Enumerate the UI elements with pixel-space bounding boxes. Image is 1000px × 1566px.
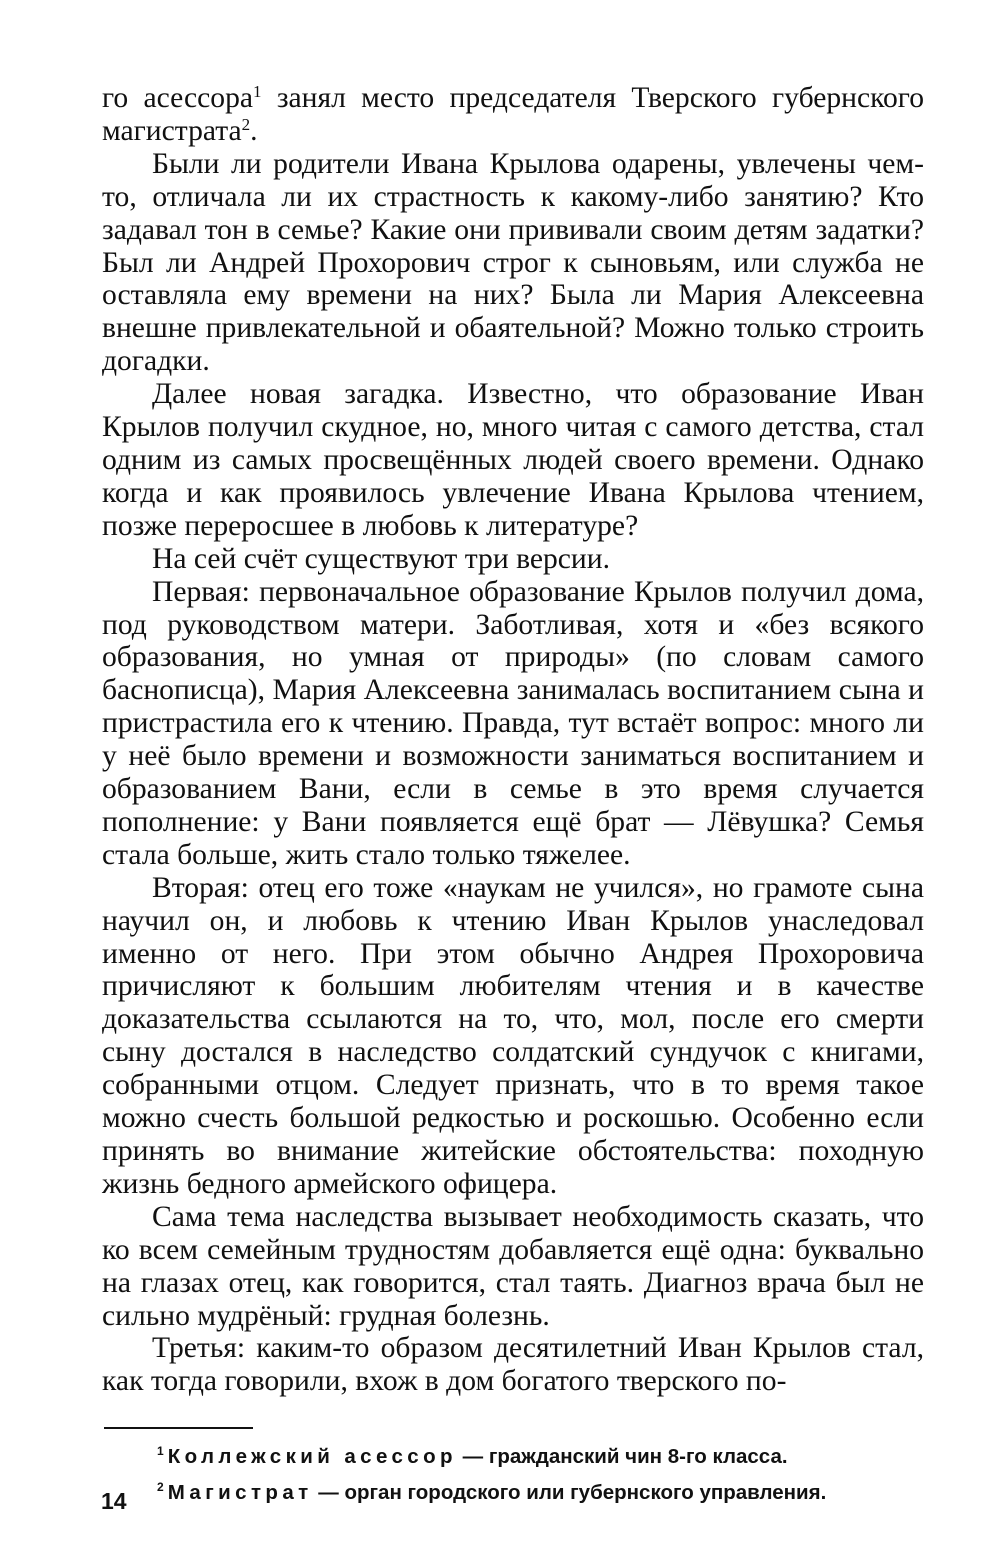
footnotes [157,1436,937,1508]
footnote-ref-2: 2 [241,114,251,134]
body-text [102,82,924,1398]
footnote-1-mark: 1 [157,1444,164,1458]
paragraph-1-end: . [250,114,258,147]
footnote-1 [157,1436,937,1472]
footnote-1-text: — гражданский чин 8-го класса. [456,1445,788,1468]
paragraph-1-start: го асессора [102,82,254,114]
footnote-1-term: Коллежский асессор [167,1445,457,1468]
paragraph-8: Третья: каким-то образом десятилетний Иван Крылов стал, как тогда говорили, вхож в дом богатого тверского по- [102,1332,924,1398]
paragraph-1-middle: занял место председателя Тверского губернского магистрата [102,82,925,147]
footnote-ref-1: 1 [253,82,262,101]
footnote-separator [104,1427,253,1429]
footnote-2-mark: 2 [157,1480,164,1494]
paragraph-2: Были ли родители Ивана Крылова одарены, увлечены чем-то, отличала ли их страстность к какому-либо занятию? Кто задавал тон в семье? Какие они прививали своим детям задатки? Был ли Андрей Прохорович строг к сыновьям, или служба не оставляла ему времени на них? Была ли Мария Алексеевна внешне привлекательной и обаятельной? Можно только строить догадки. [102,147,924,378]
paragraph-6: Вторая: отец его тоже «наукам не учился», но грамоте сына научил он, и любовь к чтению Иван Крылов унаследовал именно от него. При этом обычно Андрея Прохоровича причисляют к большим любителям чтения и в качестве доказательства ссылаются на то, что, мол, после его смерти сыну достался в наследство солдатский сундучок с книгами, собранными отцом. Следует признать, что в то время такое можно счесть большой редкостью и роскошью. Особенно если принять во внимание житейские обстоятельства: походную жизнь бедного армейского офицера. [102,871,924,1200]
page-number: 14 [101,1488,127,1514]
paragraph-3: Далее новая загадка. Известно, что образование Иван Крылов получил скудное, но, много читая с самого детства, стал одним из самых просвещённых людей своего времени. Однако когда и как проявилось увлечение Ивана Крылова чтением, позже переросшее в любовь к литературе? [102,378,924,542]
footnote-2-term: Магистрат [167,1481,313,1504]
footnote-2 [157,1472,937,1508]
paragraph-7: Сама тема наследства вызывает необходимость сказать, что ко всем семейным трудностям добавляется ещё одна: буквально на глазах отец, как говорится, стал таять. Диагноз врача был не сильно мудрёный: грудная болезнь. [102,1200,924,1332]
paragraph-4: На сей счёт существуют три версии. [152,542,611,575]
paragraph-1 [102,82,924,148]
footnote-2-text: — орган городского или губернского управления. [312,1481,827,1504]
paragraph-5: Первая: первоначальное образование Крылов получил дома, под руководством матери. Заботливая, хотя и «без всякого образования, но умная от природы» (по словам самого баснописца), Мария Алексеевна занималась воспитанием сына и пристрастила его к чтению. Правда, тут встаёт вопрос: много ли у неё было времени и возможности заниматься воспитанием и образованием Вани, если в семье в это время случается пополнение: у Вани появляется ещё брат — Лёвушка? Семья стала больше, жить стало только тяжелее. [102,575,924,871]
